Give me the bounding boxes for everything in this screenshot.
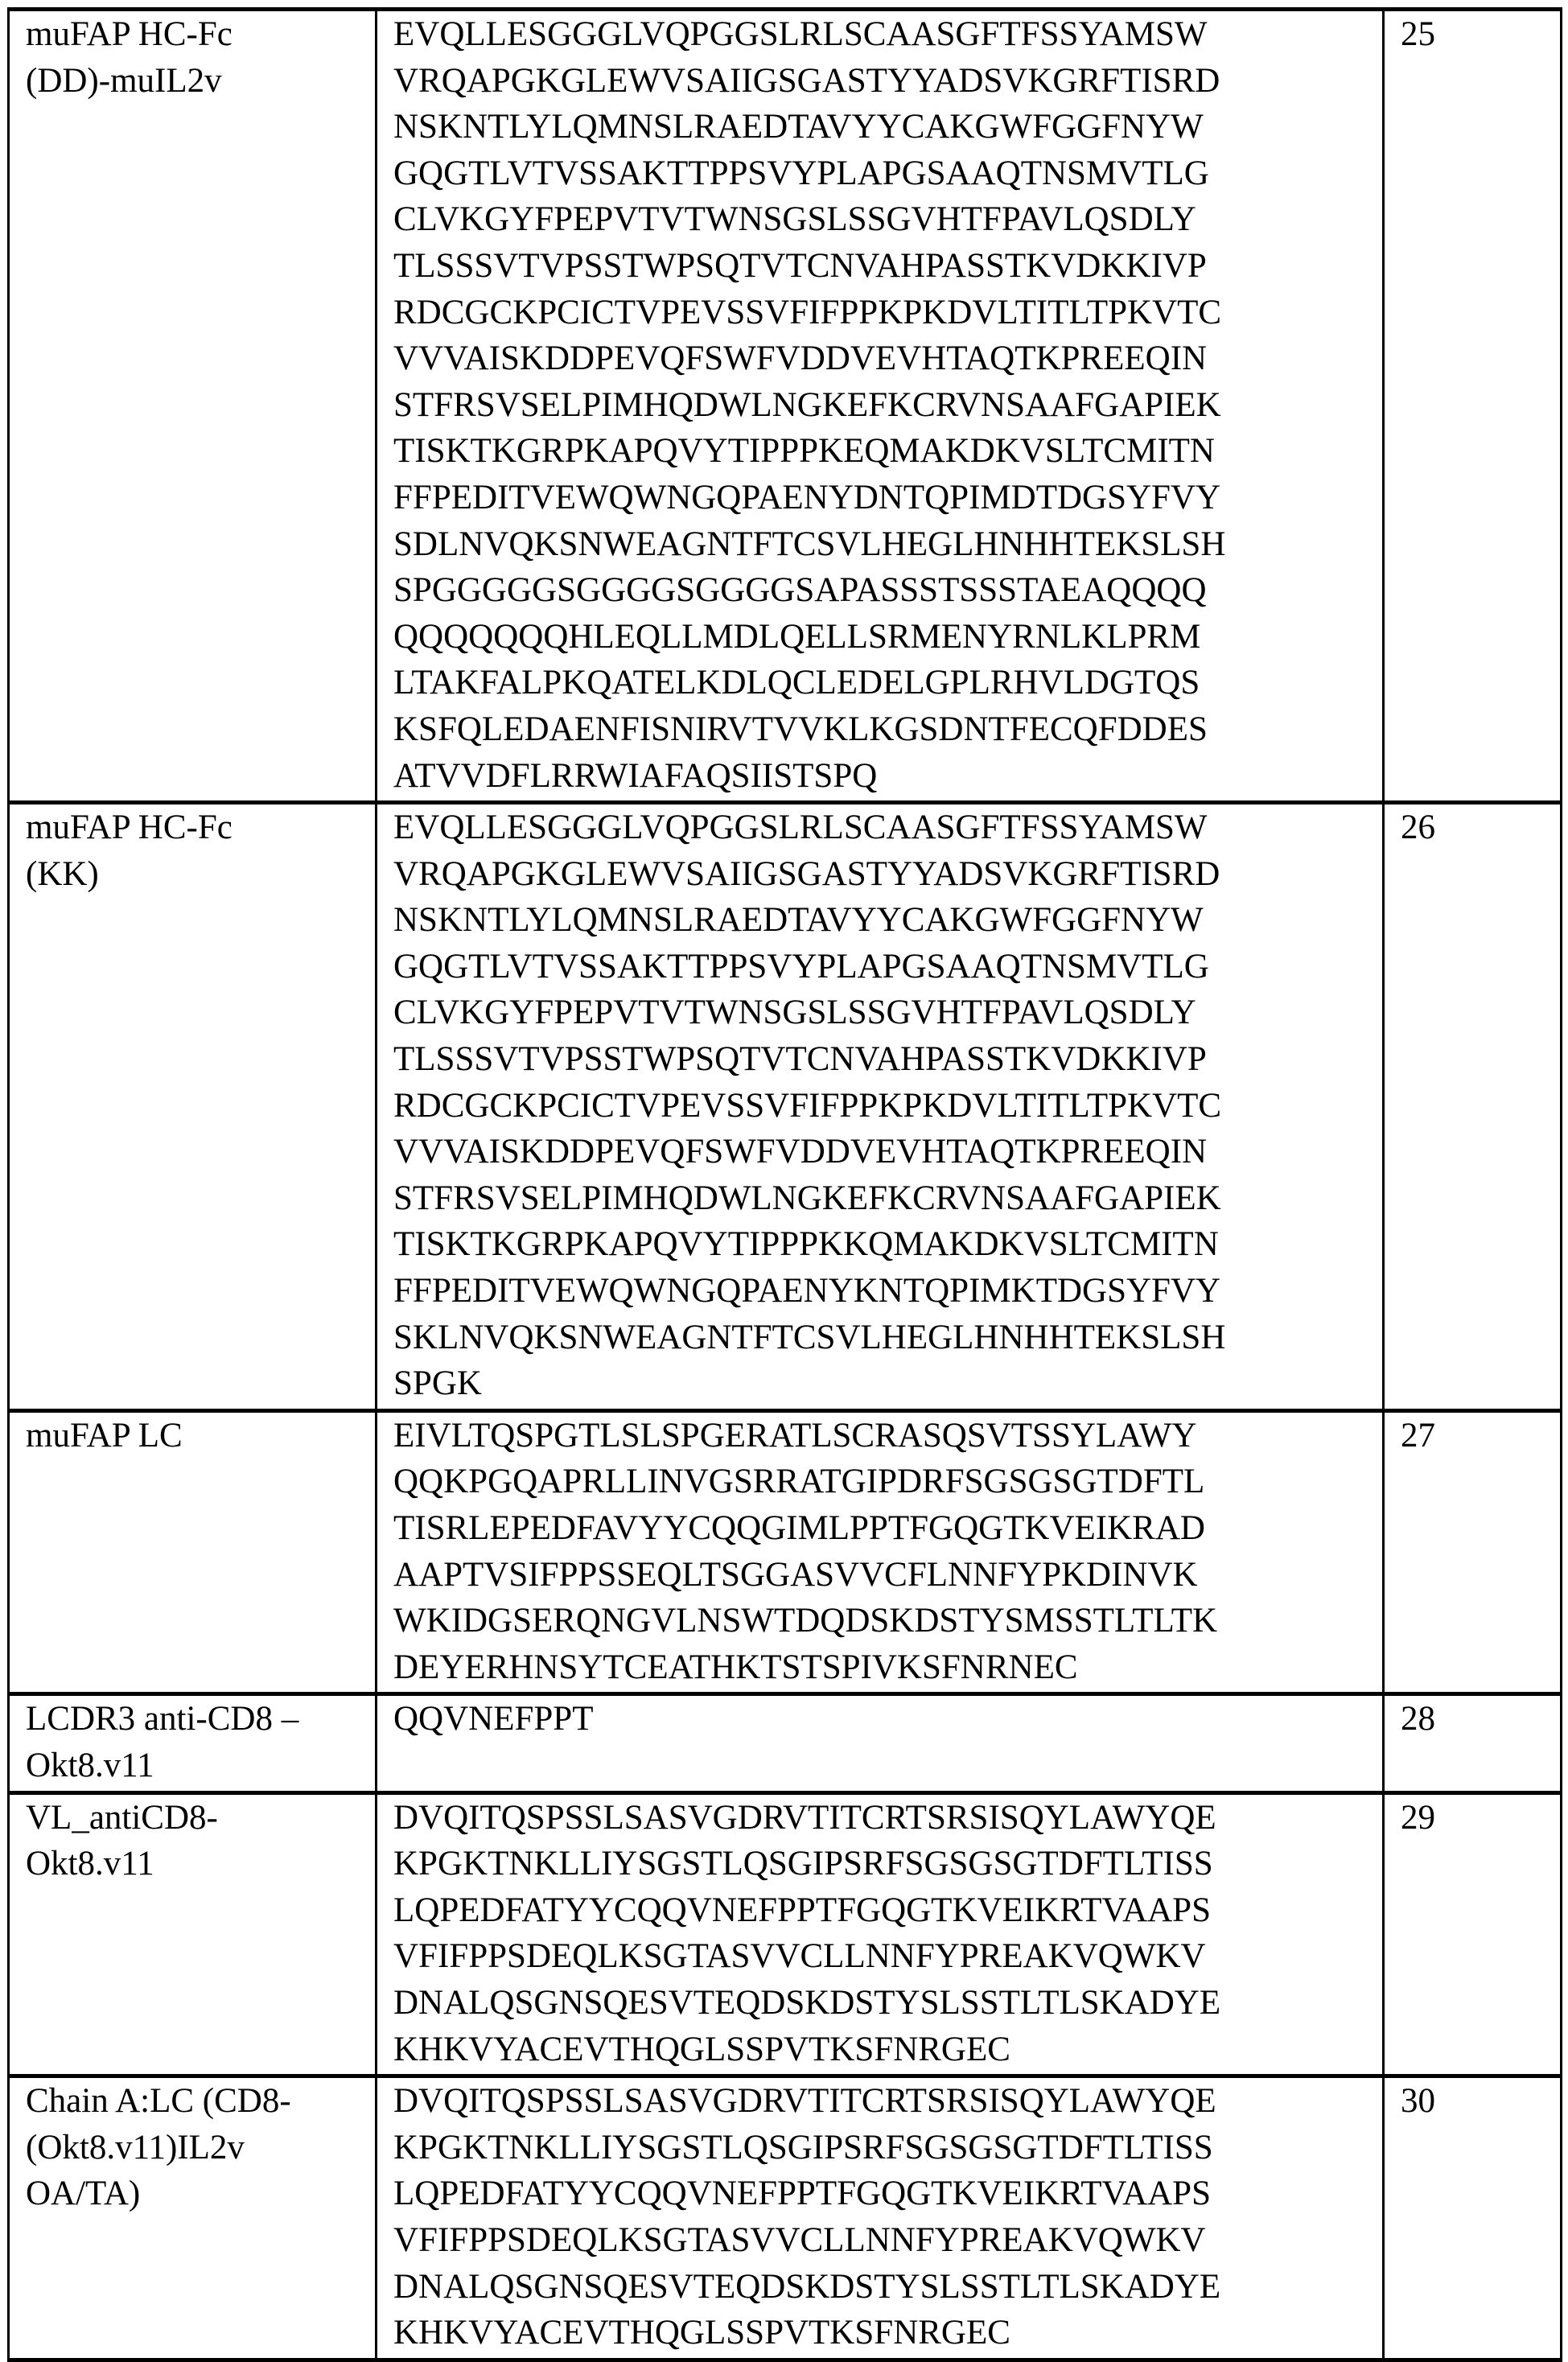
sequence-name-cell	[9, 803, 377, 1411]
sequence-name-line: LCDR3 anti-CD8 –	[26, 1700, 299, 1739]
sequence-id: 28	[1401, 1700, 1435, 1739]
sequence-line: STFRSVSELPIMHQDWLNGKEFKCRVNSAAFGAPIEK	[393, 1179, 1221, 1217]
sequence-id: 25	[1401, 15, 1435, 53]
sequence-name-line: Okt8.v11	[26, 1845, 154, 1883]
sequence-line: SPGK	[393, 1364, 482, 1403]
sequence-name-line: muFAP HC-Fc	[26, 809, 233, 847]
sequence-id-cell	[1384, 10, 1562, 803]
sequence-table-body	[9, 10, 1562, 2360]
table-row	[9, 1410, 1562, 1694]
sequence-line: CLVKGYFPEPVTVTWNSGSLSSGVHTFPAVLQSDLY	[393, 994, 1196, 1032]
sequence-name-line: Okt8.v11	[26, 1746, 154, 1784]
sequence-line: STFRSVSELPIMHQDWLNGKEFKCRVNSAAFGAPIEK	[393, 385, 1221, 424]
sequence-line: DEYERHNSYTCEATHKTSTSPIVKSFNRNEC	[393, 1648, 1078, 1686]
sequence-line: SKLNVQKSNWEAGNTFTCSVLHEGLHNHHTEKSLSH	[393, 1318, 1226, 1356]
sequence-name-line: VL_antiCD8-	[26, 1798, 218, 1837]
sequence-line: CLVKGYFPEPVTVTWNSGSLSSGVHTFPAVLQSDLY	[393, 200, 1196, 239]
sequence-name-line: (KK)	[26, 854, 99, 893]
sequence-line: LQPEDFATYYCQQVNEFPPTFGQGTKVEIKRTVAAPS	[393, 1891, 1212, 1929]
sequence-line: TLSSSVTVPSSTWPSQTVTCNVAHPASSTKVDKKIVP	[393, 246, 1207, 285]
sequence-cell	[377, 1410, 1384, 1694]
sequence-line: NSKNTLYLQMNSLRAEDTAVYYCAKGWFGGFNYW	[393, 901, 1204, 940]
sequence-id-cell	[1384, 1792, 1562, 2076]
sequence-line: TLSSSVTVPSSTWPSQTVTCNVAHPASSTKVDKKIVP	[393, 1040, 1207, 1079]
sequence-line: DVQITQSPSSLSASVGDRVTITCRTSRSISQYLAWYQE	[393, 2082, 1216, 2121]
sequence-name-line: muFAP LC	[26, 1416, 183, 1455]
sequence-name-cell	[9, 1694, 377, 1792]
sequence-table	[7, 7, 1562, 2362]
sequence-line: VFIFPPSDEQLKSGTASVVCLLNNFYPREAKVQWKV	[393, 2220, 1206, 2259]
sequence-id-cell	[1384, 2076, 1562, 2360]
sequence-line: QQQQQQQHLEQLLMDLQELLSRMENYRNLKLPRM	[393, 617, 1201, 656]
sequence-name-line: muFAP HC-Fc	[26, 15, 233, 53]
sequence-line: RDCGCKPCICTVPEVSSVFIFPPKPKDVLTITLTPKVTC	[393, 293, 1222, 331]
sequence-line: DNALQSGNSQESVTEQDSKDSTYSLSSTLTLSKADYE	[393, 2267, 1221, 2306]
sequence-cell	[377, 1694, 1384, 1792]
sequence-line: DVQITQSPSSLSASVGDRVTITCRTSRSISQYLAWYQE	[393, 1798, 1216, 1837]
table-row	[9, 10, 1562, 803]
table-row	[9, 803, 1562, 1411]
sequence-line: KHKVYACEVTHQGLSSPVTKSFNRGEC	[393, 2030, 1010, 2068]
sequence-name-line: Chain A:LC (CD8-	[26, 2082, 291, 2121]
sequence-line: QQVNEFPPT	[393, 1700, 594, 1739]
table-row	[9, 2076, 1562, 2360]
sequence-line: LTAKFALPKQATELKDLQCLEDELGPLRHVLDGTQS	[393, 664, 1200, 702]
sequence-cell	[377, 2076, 1384, 2360]
sequence-line: DNALQSGNSQESVTEQDSKDSTYSLSSTLTLSKADYE	[393, 1983, 1221, 2022]
sequence-cell	[377, 10, 1384, 803]
sequence-line: AAPTVSIFPPSSEQLTSGGASVVCFLNNFYPKDINVK	[393, 1555, 1198, 1594]
sequence-name-cell	[9, 10, 377, 803]
sequence-line: EVQLLESGGGLVQPGGSLRLSCAASGFTFSSYAMSW	[393, 809, 1208, 847]
sequence-name-cell	[9, 1410, 377, 1694]
sequence-line: SPGGGGGSGGGGSGGGGSAPASSSTSSSTAEAQQQQ	[393, 571, 1207, 610]
sequence-cell	[377, 1792, 1384, 2076]
sequence-line: FFPEDITVEWQWNGQPAENYKNTQPIMKTDGSYFVY	[393, 1272, 1221, 1311]
table-row	[9, 1792, 1562, 2076]
sequence-id: 29	[1401, 1798, 1435, 1837]
sequence-line: VVVAISKDDPEVQFSWFVDDVEVHTAQTKPREEQIN	[393, 1133, 1208, 1171]
sequence-line: FFPEDITVEWQWNGQPAENYDNTQPIMDTDGSYFVY	[393, 478, 1221, 516]
sequence-line: KPGKTNKLLIYSGSTLQSGIPSRFSGSGSGTDFTLTISS	[393, 1845, 1213, 1883]
sequence-line: EIVLTQSPGTLSLSPGERATLSCRASQSVTSSYLAWY	[393, 1416, 1197, 1455]
sequence-name-cell	[9, 2076, 377, 2360]
table-row	[9, 1694, 1562, 1792]
sequence-line: NSKNTLYLQMNSLRAEDTAVYYCAKGWFGGFNYW	[393, 108, 1204, 146]
sequence-name-cell	[9, 1792, 377, 2076]
sequence-line: TISKTKGRPKAPQVYTIPPPKKQMAKDKVSLTCMITN	[393, 1225, 1219, 1264]
sequence-line: VRQAPGKGLEWVSAIIGSGASTYYADSVKGRFTISRD	[393, 854, 1220, 893]
sequence-line: LQPEDFATYYCQQVNEFPPTFGQGTKVEIKRTVAAPS	[393, 2175, 1212, 2213]
sequence-line: GQGTLVTVSSAKTTPPSVYPLAPGSAAQTNSMVTLG	[393, 154, 1209, 192]
sequence-line: GQGTLVTVSSAKTTPPSVYPLAPGSAAQTNSMVTLG	[393, 947, 1209, 986]
sequence-line: VVVAISKDDPEVQFSWFVDDVEVHTAQTKPREEQIN	[393, 339, 1208, 378]
sequence-line: SDLNVQKSNWEAGNTFTCSVLHEGLHNHHTEKSLSH	[393, 525, 1226, 563]
sequence-line: TISKTKGRPKAPQVYTIPPPKEQMAKDKVSLTCMITN	[393, 432, 1215, 471]
sequence-line: KHKVYACEVTHQGLSSPVTKSFNRGEC	[393, 2314, 1010, 2352]
sequence-line: VRQAPGKGLEWVSAIIGSGASTYYADSVKGRFTISRD	[393, 61, 1220, 100]
sequence-id: 27	[1401, 1416, 1435, 1455]
sequence-cell	[377, 803, 1384, 1411]
sequence-line: WKIDGSERQNGVLNSWTDQDSKDSTYSMSSTLTLTK	[393, 1602, 1218, 1640]
sequence-line: TISRLEPEDFAVYYCQQGIMLPPTFGQGTKVEIKRAD	[393, 1509, 1205, 1547]
sequence-name-line: OA/TA)	[26, 2175, 141, 2213]
sequence-line: ATVVDFLRRWIAFAQSIISTSPQ	[393, 756, 878, 795]
sequence-line: KPGKTNKLLIYSGSTLQSGIPSRFSGSGSGTDFTLTISS	[393, 2128, 1213, 2167]
sequence-id: 26	[1401, 809, 1435, 847]
sequence-id-cell	[1384, 1410, 1562, 1694]
sequence-name-line: (Okt8.v11)IL2v	[26, 2128, 245, 2167]
sequence-line: QQKPGQAPRLLINVGSRRATGIPDRFSGSGSGTDFTL	[393, 1463, 1205, 1501]
sequence-line: EVQLLESGGGLVQPGGSLRLSCAASGFTFSSYAMSW	[393, 15, 1208, 53]
sequence-id-cell	[1384, 1694, 1562, 1792]
sequence-id-cell	[1384, 803, 1562, 1411]
sequence-line: RDCGCKPCICTVPEVSSVFIFPPKPKDVLTITLTPKVTC	[393, 1086, 1222, 1125]
sequence-name-line: (DD)-muIL2v	[26, 61, 222, 100]
sequence-line: VFIFPPSDEQLKSGTASVVCLLNNFYPREAKVQWKV	[393, 1937, 1206, 1976]
sequence-id: 30	[1401, 2082, 1435, 2121]
sequence-line: KSFQLEDAENFISNIRVTVVKLKGSDNTFECQFDDES	[393, 710, 1208, 748]
